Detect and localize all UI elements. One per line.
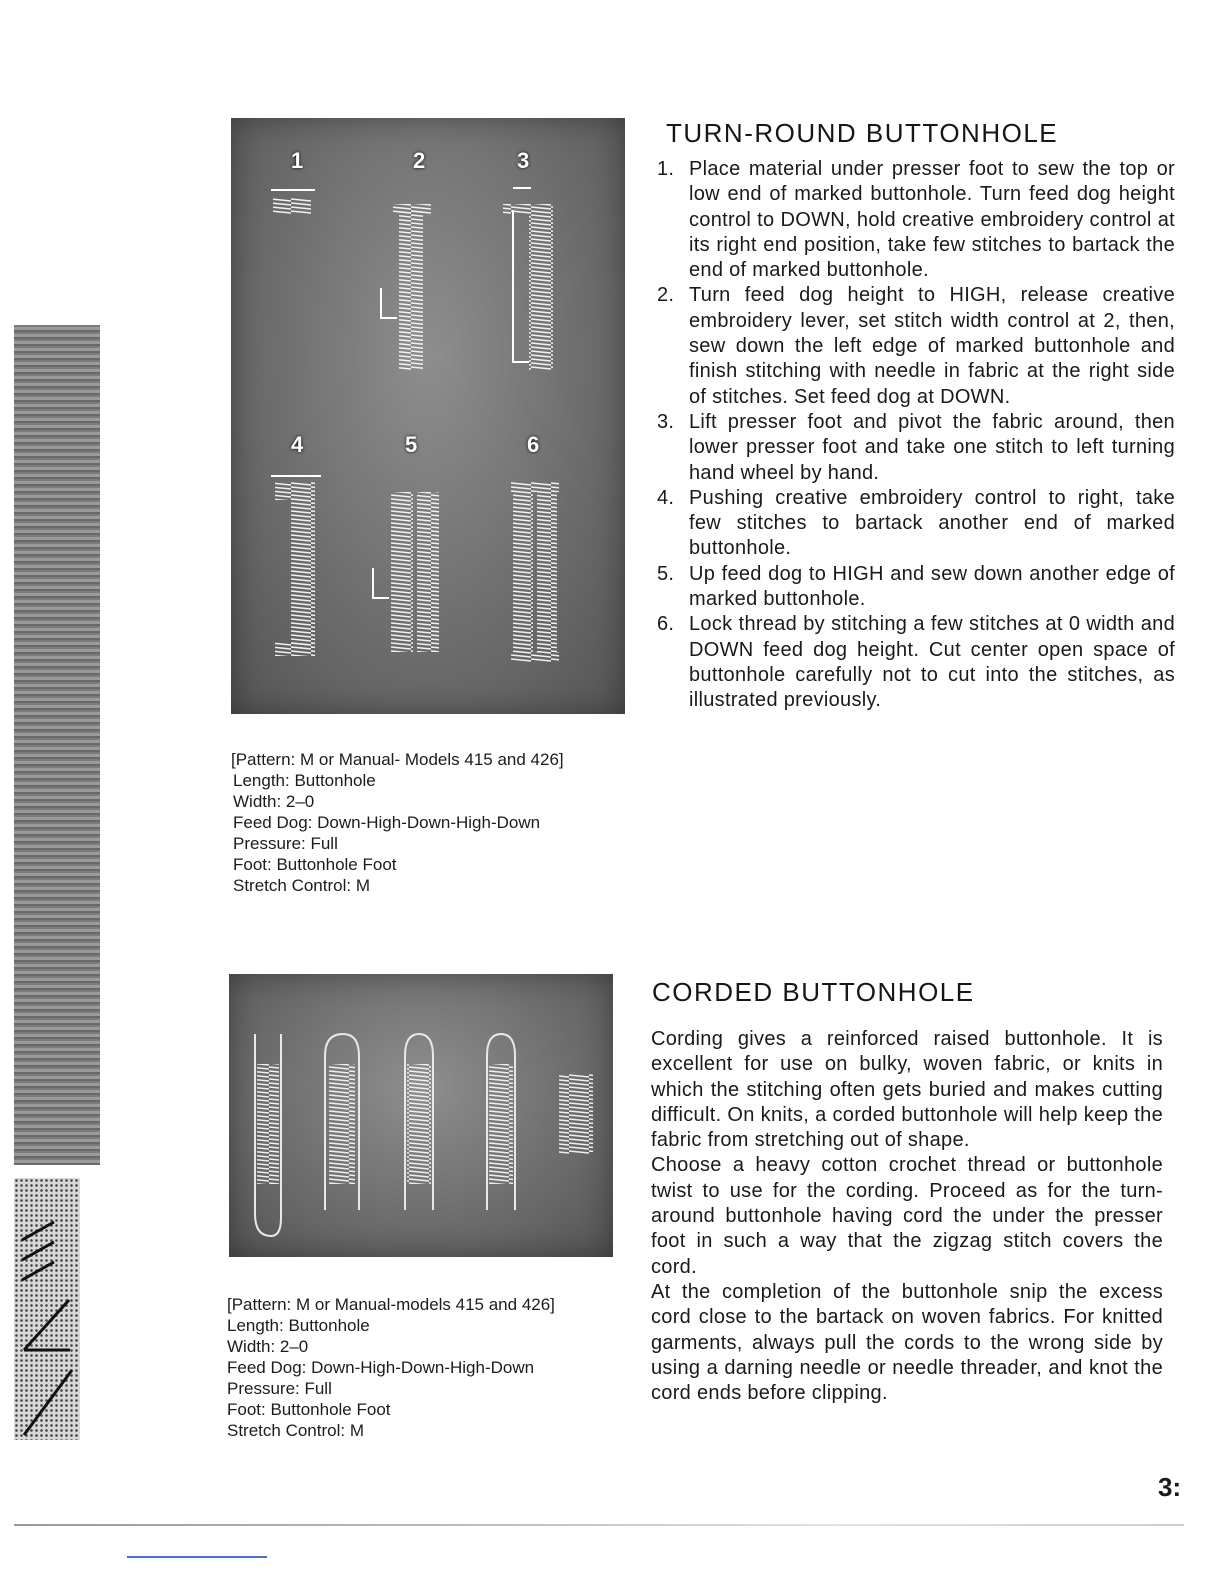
photo-label-2: 2 [413,148,426,173]
caption-pressure: Pressure: Full [227,1379,332,1398]
step-item: 3. Lift presser foot and pivot the fabric around, then lower presser foot and take one stitch to left turning hand wheel by hand. [657,410,1175,484]
corded-buttonhole-photo [229,974,613,1257]
scan-edge-marks [14,1200,84,1440]
turn-round-caption [231,749,564,896]
turn-round-stitch-illustration [231,118,625,714]
corded-paragraph: Cording gives a reinforced raised buttonhole. It is excellent for use on bulky, woven fabric, or knits in which the stitching often gets buried and makes cutting difficult. On knits, a corded buttonhole will help keep the fabric from stretching out of shape. [651,1028,1163,1152]
link-underline [127,1556,267,1558]
photo-label-1: 1 [291,148,304,173]
caption-pressure: Pressure: Full [233,834,338,853]
caption-feed-dog: Feed Dog: Down-High-Down-High-Down [233,813,541,832]
photo-label-6: 6 [527,432,540,457]
step-item: 5. Up feed dog to HIGH and sew down another edge of marked buttonhole. [657,562,1175,611]
caption-width: Width: 2–0 [233,792,315,811]
corded-paragraph: Choose a heavy cotton crochet thread or buttonhole twist to use for the cording. Proceed as for the turn-around buttonhole having cord the under the presser foot in such a way that the zigzag stitch covers the cord. [651,1154,1163,1278]
caption-length: Length: Buttonhole [233,771,376,790]
page-bottom-rule [14,1524,1184,1526]
photo-label-4: 4 [291,432,304,457]
caption-stretch: Stretch Control: M [233,876,370,895]
scan-edge-strip [14,325,100,1165]
caption-width: Width: 2–0 [227,1337,309,1356]
caption-pattern: [Pattern: M or Manual- Models 415 and 426] [231,750,564,769]
corded-heading: CORDED BUTTONHOLE [652,977,975,1007]
caption-length: Length: Buttonhole [227,1316,370,1335]
step-item: 4. Pushing creative embroidery control to right, take few stitches to bartack another end of marked buttonhole. [657,486,1175,560]
turn-round-heading: TURN-ROUND BUTTONHOLE [666,118,1059,148]
turn-round-steps [655,157,1175,714]
page-number: 3: [1158,1472,1182,1502]
photo-label-3: 3 [517,148,530,173]
turn-round-steps-photo [231,118,625,714]
caption-stretch: Stretch Control: M [227,1421,364,1440]
corded-body [651,1027,1163,1406]
corded-stitch-illustration [229,974,613,1257]
step-item: 1. Place material under presser foot to sew the top or low end of marked buttonhole. Turn feed dog height control to DOWN, hold creative embroidery control at its right end position, take few stitches to bartack the end of marked buttonhole. [657,158,1175,282]
caption-foot: Foot: Buttonhole Foot [227,1400,391,1419]
caption-pattern: [Pattern: M or Manual-models 415 and 426] [227,1295,555,1314]
step-item: 6. Lock thread by stitching a few stitches at 0 width and DOWN feed dog height. Cut center open space of buttonhole carefully not to cut into the stitches, as illustrated previously. [657,613,1175,712]
step-item: 2. Turn feed dog height to HIGH, release creative embroidery lever, set stitch width control at 2, then, sew down the left edge of marked buttonhole and finish stitching with needle in fabric at the right side of stitches. Set feed dog at DOWN. [657,284,1175,408]
corded-caption [227,1294,555,1441]
caption-feed-dog: Feed Dog: Down-High-Down-High-Down [227,1358,535,1377]
corded-paragraph: At the completion of the buttonhole snip the excess cord close to the bartack on woven fabrics. For knitted garments, always pull the cords to the wrong side by using a darning needle or needle threader, and knot the cord ends before clipping. [651,1280,1163,1405]
caption-foot: Foot: Buttonhole Foot [233,855,397,874]
photo-label-5: 5 [405,432,418,457]
